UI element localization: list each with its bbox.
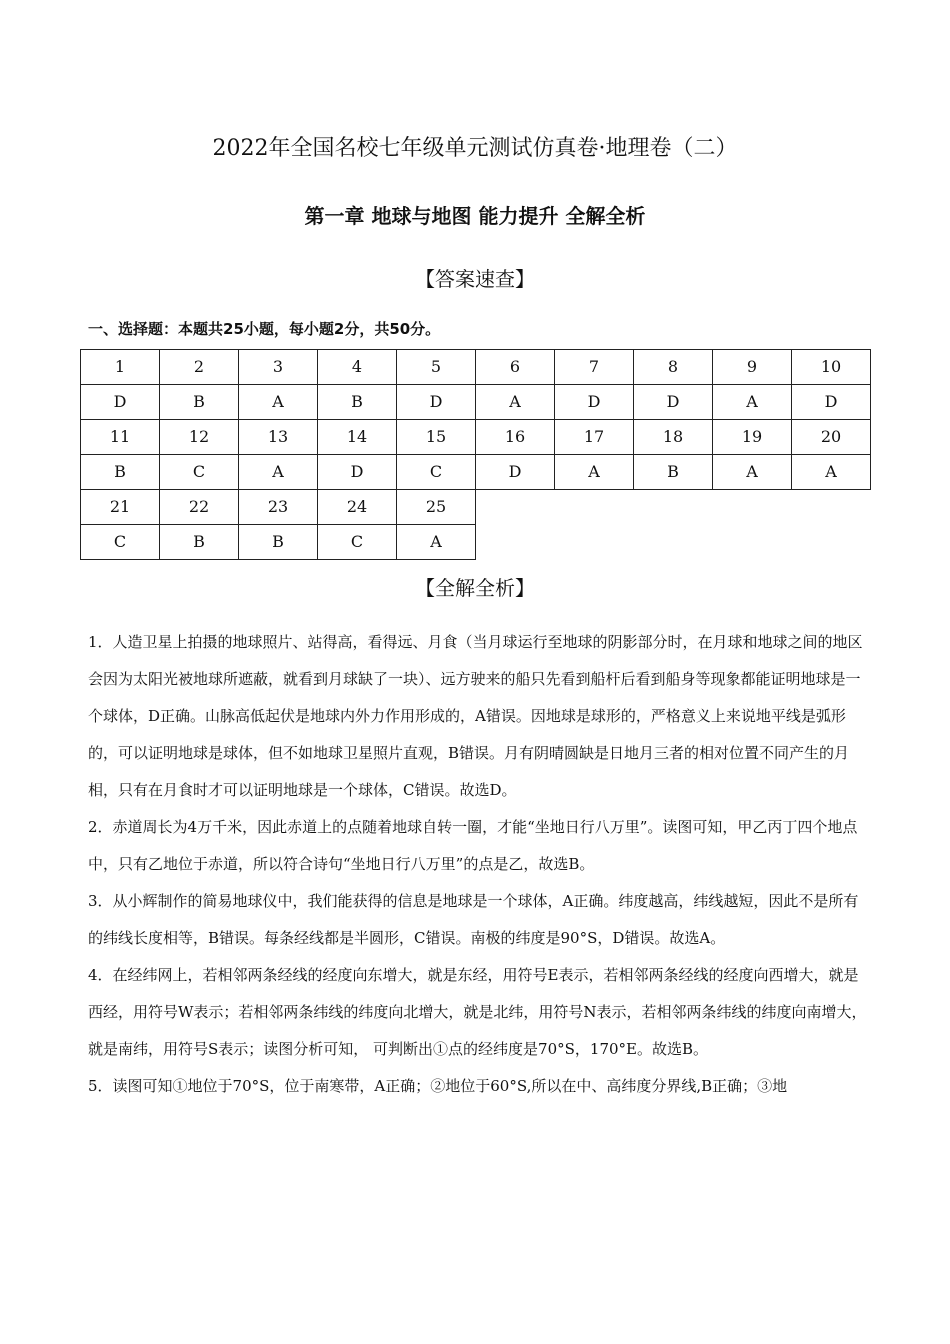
- answer-cell: C: [318, 525, 397, 560]
- answer-cell: C: [160, 455, 239, 490]
- answer-cell: A: [713, 455, 792, 490]
- question-number-cell: 17: [555, 420, 634, 455]
- question-number-cell: 2: [160, 350, 239, 385]
- analysis-paragraph: 5．读图可知①地位于70°S，位于南寒带，A正确；②地位于60°S,所以在中、高纬度分界线,B正确；③地: [88, 1077, 788, 1095]
- question-number-cell: 24: [318, 490, 397, 525]
- answer-cell: B: [81, 455, 160, 490]
- question-number-cell: 7: [555, 350, 634, 385]
- document-title: 2022年全国名校七年级单元测试仿真卷·地理卷（二）: [212, 136, 738, 161]
- question-section-heading: 一、选择题：本题共25小题，每小题2分，共50分。: [88, 320, 441, 338]
- question-number-cell: 12: [160, 420, 239, 455]
- empty-cell: [476, 525, 555, 560]
- answer-row: [81, 455, 871, 490]
- answer-cell: A: [792, 455, 871, 490]
- empty-cell: [555, 525, 634, 560]
- answer-cell: D: [634, 385, 713, 420]
- empty-cell: [713, 525, 792, 560]
- analysis-text: [88, 624, 868, 1105]
- answers-heading: 【答案速查】: [415, 267, 535, 291]
- analysis-paragraph: 4．在经纬网上，若相邻两条经线的经度向东增大，就是东经，用符号E表示，若相邻两条经线的经度向西增大，就是西经，用符号W表示；若相邻两条纬线的纬度向北增大，就是北纬，用符号N表示，若相邻两条纬线的纬度向南增大，就是南纬，用符号S表示；读图分析可知， 可判断出①点的经纬度是70°S，170°E。故选B。: [88, 966, 867, 1058]
- empty-cell: [713, 490, 792, 525]
- question-number-cell: 6: [476, 350, 555, 385]
- question-number-cell: 9: [713, 350, 792, 385]
- answer-cell: A: [397, 525, 476, 560]
- answer-cell: B: [634, 455, 713, 490]
- answer-table: [80, 349, 871, 560]
- question-number-cell: 4: [318, 350, 397, 385]
- analysis-paragraph: 2．赤道周长为4万千米，因此赤道上的点随着地球自转一圈，才能“坐地日行八万里”。读图可知，甲乙丙丁四个地点中，只有乙地位于赤道，所以符合诗句“坐地日行八万里”的点是乙，故选B。: [88, 818, 858, 873]
- question-number-cell: 13: [239, 420, 318, 455]
- answer-cell: D: [476, 455, 555, 490]
- question-number-cell: 15: [397, 420, 476, 455]
- question-number-cell: 18: [634, 420, 713, 455]
- answer-cell: C: [397, 455, 476, 490]
- question-number-cell: 3: [239, 350, 318, 385]
- answer-cell: B: [160, 385, 239, 420]
- answer-cell: B: [318, 385, 397, 420]
- answer-cell: A: [555, 455, 634, 490]
- question-number-cell: 5: [397, 350, 476, 385]
- empty-cell: [476, 490, 555, 525]
- answer-cell: A: [239, 385, 318, 420]
- empty-cell: [555, 490, 634, 525]
- question-number-cell: 16: [476, 420, 555, 455]
- question-number-cell: 25: [397, 490, 476, 525]
- question-number-cell: 21: [81, 490, 160, 525]
- answer-row: [81, 385, 871, 420]
- answer-cell: D: [318, 455, 397, 490]
- answer-cell: D: [792, 385, 871, 420]
- chapter-subtitle: 第一章 地球与地图 能力提升 全解全析: [304, 204, 646, 228]
- empty-cell: [792, 490, 871, 525]
- question-number-cell: 23: [239, 490, 318, 525]
- question-number-cell: 19: [713, 420, 792, 455]
- analysis-paragraph: 3．从小辉制作的简易地球仪中，我们能获得的信息是地球是一个球体，A正确。纬度越高，纬线越短，因此不是所有的纬线长度相等，B错误。每条经线都是半圆形，C错误。南极的纬度是90°S，D错误。故选A。: [88, 892, 859, 947]
- empty-cell: [792, 525, 871, 560]
- question-number-row: [81, 490, 871, 525]
- answer-cell: B: [239, 525, 318, 560]
- analysis-paragraph: 1．人造卫星上拍摄的地球照片、站得高，看得远、月食（当月球运行至地球的阴影部分时，在月球和地球之间的地区会因为太阳光被地球所遮蔽，就看到月球缺了一块）、远方驶来的船只先看到船杆后看到船身等现象都能证明地球是一个球体，D正确。山脉高低起伏是地球内外力作用形成的，A错误。因地球是球形的，严格意义上来说地平线是弧形的，可以证明地球是球体，但不如地球卫星照片直观，B错误。月有阴晴圆缺是日地月三者的相对位置不同产生的月相，只有在月食时才可以证明地球是一个球体，C错误。故选D。: [88, 633, 863, 799]
- empty-cell: [634, 525, 713, 560]
- empty-cell: [634, 490, 713, 525]
- answer-cell: B: [160, 525, 239, 560]
- answer-cell: D: [81, 385, 160, 420]
- question-number-row: [81, 350, 871, 385]
- question-number-row: [81, 420, 871, 455]
- question-number-cell: 22: [160, 490, 239, 525]
- answer-cell: D: [555, 385, 634, 420]
- answer-cell: D: [397, 385, 476, 420]
- question-number-cell: 11: [81, 420, 160, 455]
- answer-cell: A: [239, 455, 318, 490]
- question-number-cell: 8: [634, 350, 713, 385]
- answer-cell: C: [81, 525, 160, 560]
- question-number-cell: 14: [318, 420, 397, 455]
- answer-cell: A: [713, 385, 792, 420]
- question-number-cell: 10: [792, 350, 871, 385]
- question-number-cell: 20: [792, 420, 871, 455]
- analysis-heading: 【全解全析】: [415, 576, 535, 600]
- question-number-cell: 1: [81, 350, 160, 385]
- answer-row: [81, 525, 871, 560]
- answer-cell: A: [476, 385, 555, 420]
